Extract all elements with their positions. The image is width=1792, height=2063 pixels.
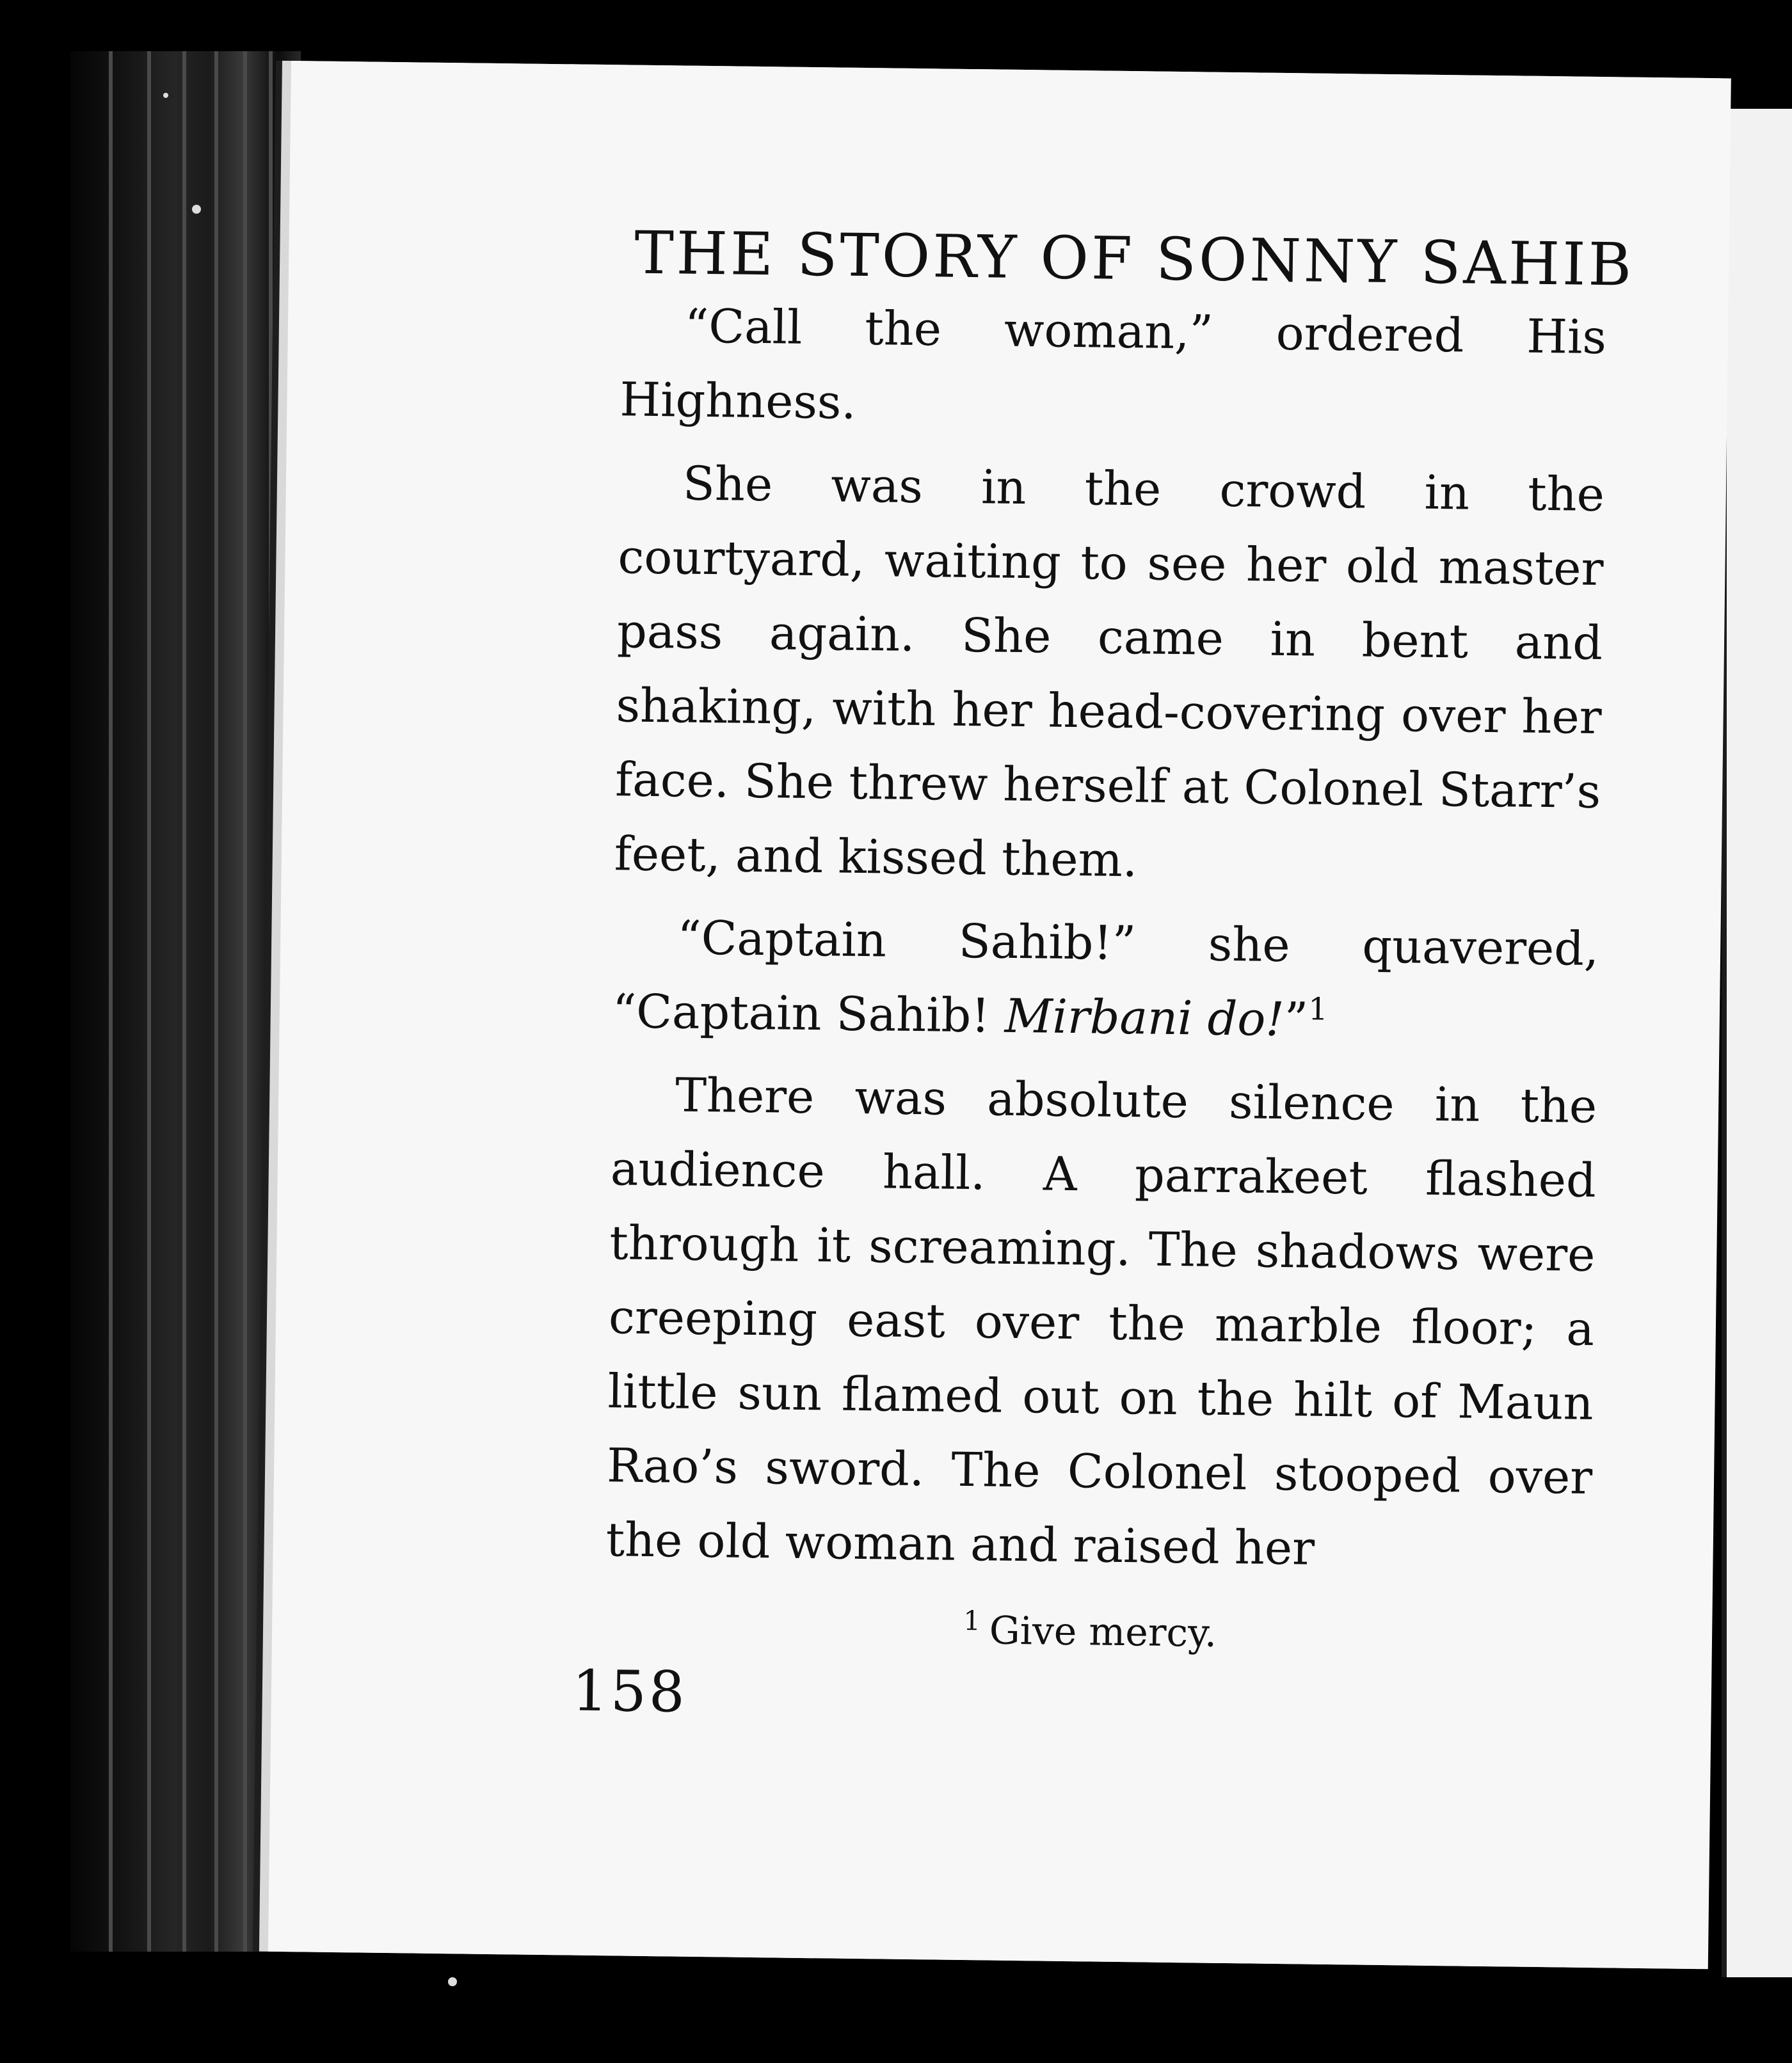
paragraph-3	[612, 900, 1599, 1061]
quote-close: ”	[1284, 992, 1309, 1047]
book-page	[268, 61, 1731, 1969]
next-page-edge	[1722, 109, 1792, 1977]
page-number: 158	[572, 1657, 688, 1725]
quote-italic: Mirbani do!	[1004, 989, 1285, 1047]
footnote-reference: 1	[1308, 991, 1329, 1028]
book-edge	[70, 51, 301, 1952]
footnote-number: 1	[963, 1605, 981, 1637]
paragraph-1: “Call the woman,” ordered His Highness.	[620, 299, 1607, 430]
footnote-text: Give mercy.	[989, 1608, 1217, 1656]
quote-lead: “Captain Sahib!” she quavered, “Captain Sahib!	[612, 911, 1599, 1044]
footnote	[963, 1605, 1217, 1656]
running-head: THE STORY OF SONNY SAHIB	[634, 218, 1635, 299]
paragraph-2: She was in the crowd in the courtyard, waiting to see her old master pass again. She came in bent and shaking, with her head-covering over her face. She threw herself at Colonel Starr’s feet, and kissed them.	[614, 456, 1605, 888]
paragraph-4: There was absolute silence in the audience hall. A parrakeet flashed through it screaming. The shadows were creeping east over the marble floor; a little sun flamed out on the hilt of Maun Rao’s sword. The Colonel stooped over the old woman and raised her	[605, 1068, 1597, 1576]
body-text	[605, 289, 1607, 1598]
